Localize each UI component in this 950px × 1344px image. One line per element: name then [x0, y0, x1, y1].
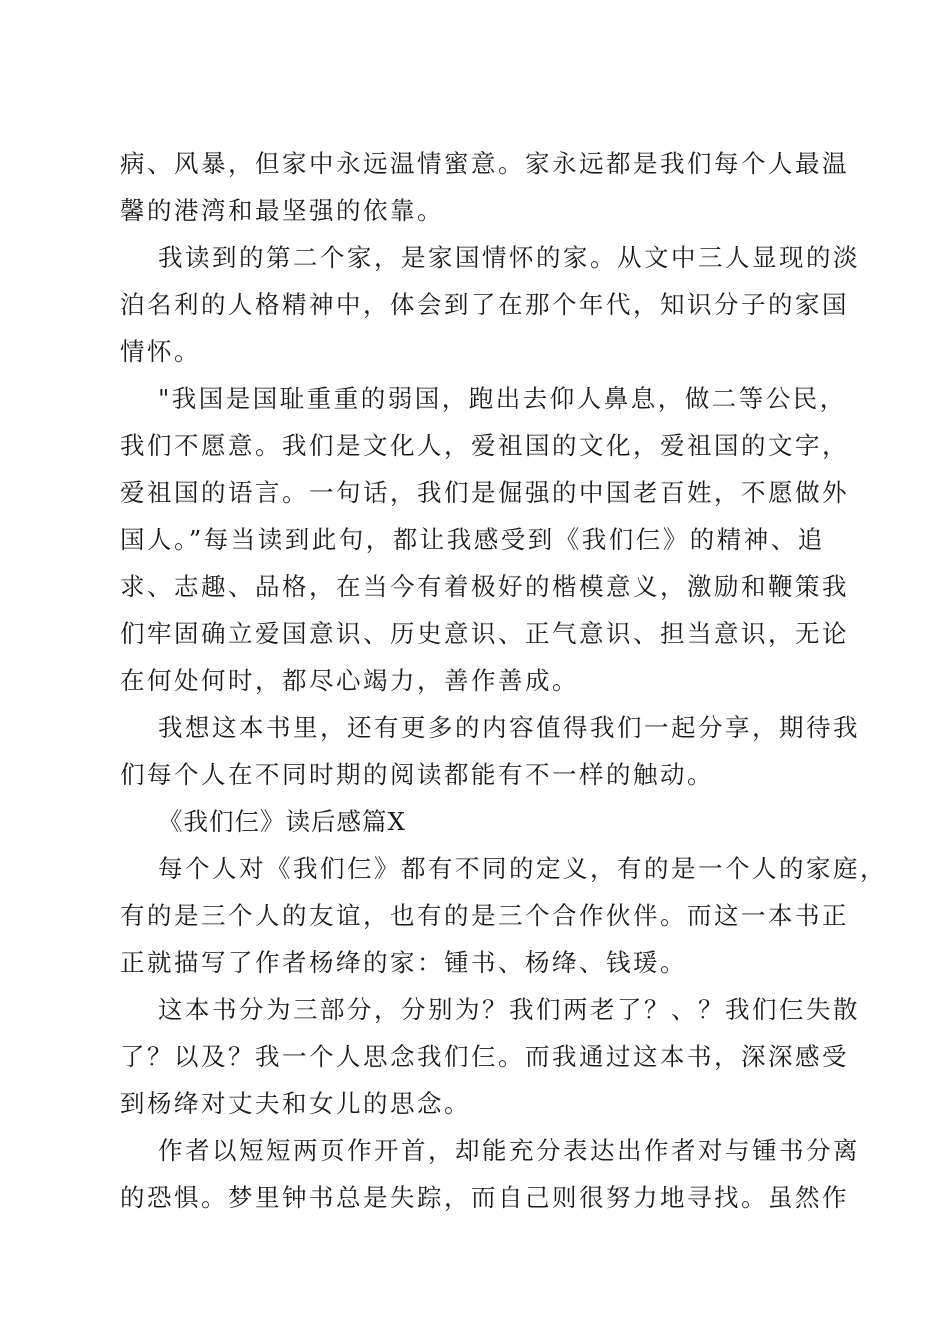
paragraph-line: 们牢固确立爱国意识、历史意识、正气意识、担当意识，无论 [120, 619, 849, 648]
section-heading: 《我们仨》读后感篇X [158, 807, 406, 836]
paragraph-line: 病、风暴，但家中永远温情蜜意。家永远都是我们每个人最温 [120, 149, 849, 178]
paragraph-line: 我们不愿意。我们是文化人，爱祖国的文化，爱祖国的文字， [120, 431, 849, 460]
paragraph-line: 们每个人在不同时期的阅读都能有不一样的触动。 [120, 760, 714, 789]
body-text [120, 140, 887, 1221]
paragraph-line: 国人。”每当读到此句，都让我感受到《我们仨》的精神、追 [120, 525, 825, 554]
paragraph-line: 馨的港湾和最坚强的依靠。 [120, 196, 444, 225]
paragraph-line: 了？以及？我一个人思念我们仨。而我通过这本书，深深感受 [120, 1042, 849, 1071]
paragraph-line: 到杨绛对丈夫和女儿的思念。 [120, 1089, 471, 1118]
paragraph-line: 我想这本书里，还有更多的内容值得我们一起分享，期待我 [158, 713, 860, 742]
paragraph-line: 爱祖国的语言。一句话，我们是倔强的中国老百姓，不愿做外 [120, 478, 849, 507]
paragraph-line: 我读到的第二个家，是家国情怀的家。从文中三人显现的淡 [158, 243, 860, 272]
paragraph-line: 在何处何时，都尽心竭力，善作善成。 [120, 666, 579, 695]
paragraph-line: 作者以短短两页作开首，却能充分表达出作者对与锺书分离 [158, 1136, 860, 1165]
paragraph-line: 有的是三个人的友谊，也有的是三个合作伙伴。而这一本书正 [120, 901, 849, 930]
paragraph-line: 的恐惧。梦里钟书总是失踪，而自己则很努力地寻找。虽然作 [120, 1183, 849, 1212]
paragraph-line: 求、志趣、品格，在当今有着极好的楷模意义，激励和鞭策我 [120, 572, 849, 601]
paragraph-line: 情怀。 [120, 337, 201, 366]
paragraph-line: 每个人对《我们仨》都有不同的定义，有的是一个人的家庭， [158, 854, 887, 883]
paragraph-line: 这本书分为三部分，分别为？我们两老了？、？我们仨失散 [158, 995, 860, 1024]
paragraph-line: "我国是国耻重重的弱国，跑出去仰人鼻息，做二等公民， [158, 384, 847, 413]
paragraph-line: 正就描写了作者杨绛的家：锺书、杨绛、钱瑗。 [120, 948, 687, 977]
paragraph-line: 泊名利的人格精神中，体会到了在那个年代，知识分子的家国 [120, 290, 849, 319]
